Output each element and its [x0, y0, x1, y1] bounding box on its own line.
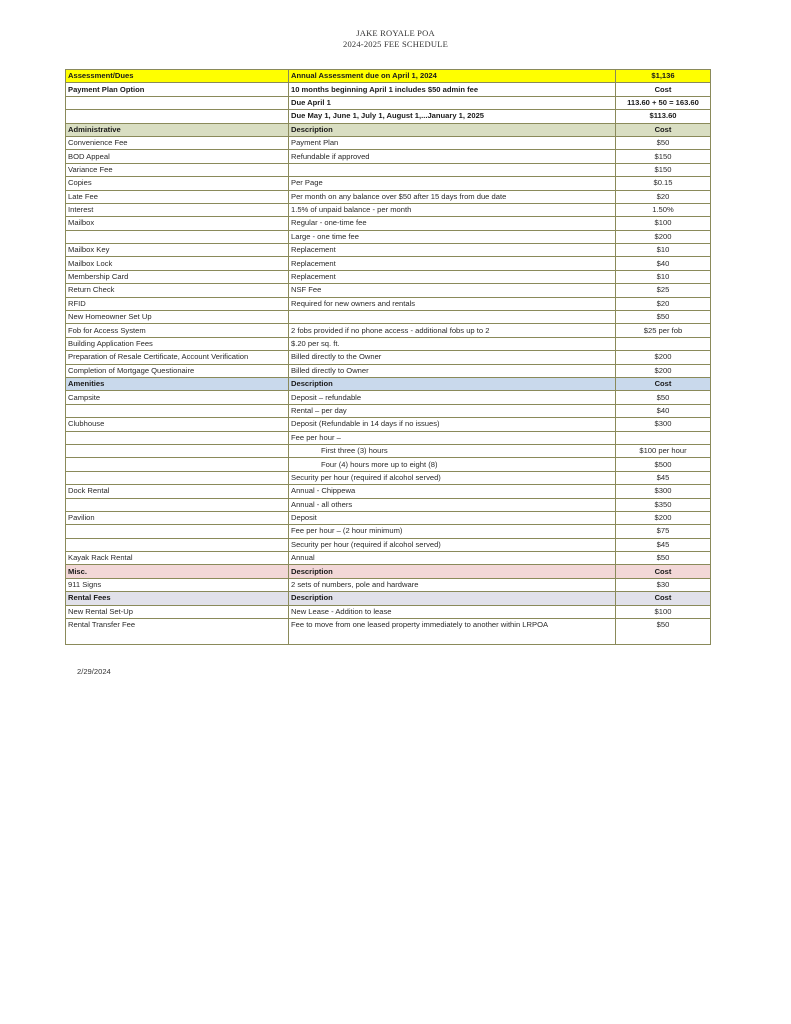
fee-schedule-body	[66, 70, 711, 645]
description-cell: Regular - one-time fee	[289, 217, 616, 230]
fee-row	[66, 391, 711, 404]
description-cell: 1.5% of unpaid balance - per month	[289, 203, 616, 216]
description-cell: Refundable if approved	[289, 150, 616, 163]
description-cell: 2 sets of numbers, pole and hardware	[289, 578, 616, 591]
item-cell: Misc.	[66, 565, 289, 578]
cost-cell: $50	[616, 136, 711, 149]
item-cell: Completion of Mortgage Questionaire	[66, 364, 289, 377]
fee-row	[66, 418, 711, 431]
document-date: 2/29/2024	[77, 667, 111, 676]
description-cell: Replacement	[289, 244, 616, 257]
item-cell: 911 Signs	[66, 578, 289, 591]
fee-row	[66, 471, 711, 484]
cost-cell	[616, 431, 711, 444]
description-cell: Annual - Chippewa	[289, 485, 616, 498]
cost-cell: $30	[616, 578, 711, 591]
fee-row	[66, 177, 711, 190]
fee-row	[66, 377, 711, 390]
fee-row	[66, 136, 711, 149]
description-cell: Due May 1, June 1, July 1, August 1,...January 1, 2025	[289, 110, 616, 123]
fee-row	[66, 230, 711, 243]
cost-cell: $50	[616, 391, 711, 404]
fee-row	[66, 485, 711, 498]
description-cell: Billed directly to Owner	[289, 364, 616, 377]
description-cell: Deposit (Refundable in 14 days if no issues)	[289, 418, 616, 431]
cost-cell: Cost	[616, 83, 711, 96]
fee-row	[66, 498, 711, 511]
fee-row	[66, 284, 711, 297]
cost-cell: $350	[616, 498, 711, 511]
cost-cell: $45	[616, 538, 711, 551]
fee-row	[66, 592, 711, 605]
cost-cell: $20	[616, 297, 711, 310]
cost-cell: $200	[616, 364, 711, 377]
fee-row	[66, 150, 711, 163]
fee-row	[66, 605, 711, 618]
schedule-title: 2024-2025 FEE SCHEDULE	[343, 38, 448, 49]
fee-row	[66, 431, 711, 444]
item-cell	[66, 110, 289, 123]
item-cell: Preparation of Resale Certificate, Account Verification	[66, 351, 289, 364]
fee-row	[66, 364, 711, 377]
cost-cell: $25 per fob	[616, 324, 711, 337]
item-cell	[66, 230, 289, 243]
item-cell: Variance Fee	[66, 163, 289, 176]
item-cell	[66, 498, 289, 511]
fee-row	[66, 619, 711, 645]
fee-row	[66, 578, 711, 591]
description-cell: Security per hour (required if alcohol served)	[289, 538, 616, 551]
cost-cell: $10	[616, 270, 711, 283]
cost-cell	[616, 337, 711, 350]
item-cell: Assessment/Dues	[66, 70, 289, 83]
fee-row	[66, 311, 711, 324]
item-cell	[66, 431, 289, 444]
item-cell: Campsite	[66, 391, 289, 404]
fee-row	[66, 337, 711, 350]
cost-cell: $100	[616, 217, 711, 230]
cost-cell: $1,136	[616, 70, 711, 83]
cost-cell: $40	[616, 404, 711, 417]
cost-cell: $200	[616, 351, 711, 364]
description-cell: Large - one time fee	[289, 230, 616, 243]
description-cell: Billed directly to the Owner	[289, 351, 616, 364]
fee-row	[66, 525, 711, 538]
fee-row	[66, 404, 711, 417]
item-cell: Kayak Rack Rental	[66, 552, 289, 565]
description-cell: 2 fobs provided if no phone access - additional fobs up to 2	[289, 324, 616, 337]
cost-cell: $25	[616, 284, 711, 297]
cost-cell: $300	[616, 418, 711, 431]
item-cell: Mailbox Key	[66, 244, 289, 257]
fee-row	[66, 190, 711, 203]
cost-cell: $150	[616, 150, 711, 163]
description-cell: Annual Assessment due on April 1, 2024	[289, 70, 616, 83]
fee-row	[66, 70, 711, 83]
item-cell: Mailbox Lock	[66, 257, 289, 270]
cost-cell: $40	[616, 257, 711, 270]
fee-row	[66, 297, 711, 310]
description-cell: $.20 per sq. ft.	[289, 337, 616, 350]
fee-row	[66, 538, 711, 551]
fee-row	[66, 96, 711, 109]
cost-cell: $50	[616, 311, 711, 324]
item-cell: Payment Plan Option	[66, 83, 289, 96]
description-cell: 10 months beginning April 1 includes $50 admin fee	[289, 83, 616, 96]
description-cell: Per Page	[289, 177, 616, 190]
description-cell: Deposit – refundable	[289, 391, 616, 404]
cost-cell: Cost	[616, 565, 711, 578]
fee-row	[66, 324, 711, 337]
cost-cell: Cost	[616, 377, 711, 390]
item-cell: Administrative	[66, 123, 289, 136]
item-cell: Membership Card	[66, 270, 289, 283]
description-cell: New Lease - Addition to lease	[289, 605, 616, 618]
description-cell: Rental – per day	[289, 404, 616, 417]
item-cell	[66, 96, 289, 109]
fee-row	[66, 217, 711, 230]
fee-row	[66, 351, 711, 364]
fee-row	[66, 123, 711, 136]
cost-cell: $45	[616, 471, 711, 484]
item-cell: Copies	[66, 177, 289, 190]
cost-cell: $113.60	[616, 110, 711, 123]
item-cell	[66, 525, 289, 538]
document-title	[0, 28, 791, 49]
description-cell: Deposit	[289, 511, 616, 524]
description-cell: Replacement	[289, 257, 616, 270]
cost-cell: $20	[616, 190, 711, 203]
description-cell	[289, 163, 616, 176]
fee-row	[66, 565, 711, 578]
item-cell: Interest	[66, 203, 289, 216]
association-name: JAKE ROYALE POA	[356, 28, 435, 38]
fee-row	[66, 444, 711, 457]
description-cell	[289, 311, 616, 324]
item-cell: Return Check	[66, 284, 289, 297]
description-cell: Fee per hour –	[289, 431, 616, 444]
description-cell: Description	[289, 377, 616, 390]
fee-row	[66, 458, 711, 471]
description-cell: Annual - all others	[289, 498, 616, 511]
fee-row	[66, 257, 711, 270]
description-cell: Description	[289, 123, 616, 136]
fee-row	[66, 511, 711, 524]
cost-cell: 113.60 + 50 = 163.60	[616, 96, 711, 109]
item-cell: RFID	[66, 297, 289, 310]
item-cell: Fob for Access System	[66, 324, 289, 337]
item-cell: Rental Fees	[66, 592, 289, 605]
fee-row	[66, 552, 711, 565]
fee-row	[66, 110, 711, 123]
fee-row	[66, 244, 711, 257]
cost-cell: $0.15	[616, 177, 711, 190]
item-cell: Clubhouse	[66, 418, 289, 431]
description-cell: NSF Fee	[289, 284, 616, 297]
item-cell: Dock Rental	[66, 485, 289, 498]
description-cell: Fee per hour – (2 hour minimum)	[289, 525, 616, 538]
item-cell: BOD Appeal	[66, 150, 289, 163]
cost-cell: $500	[616, 458, 711, 471]
cost-cell: $200	[616, 230, 711, 243]
description-cell: Replacement	[289, 270, 616, 283]
item-cell: Late Fee	[66, 190, 289, 203]
description-cell: Description	[289, 592, 616, 605]
description-cell: Four (4) hours more up to eight (8)	[289, 458, 616, 471]
cost-cell: $10	[616, 244, 711, 257]
cost-cell: $300	[616, 485, 711, 498]
description-cell: First three (3) hours	[289, 444, 616, 457]
description-cell: Annual	[289, 552, 616, 565]
cost-cell: $150	[616, 163, 711, 176]
item-cell: New Rental Set-Up	[66, 605, 289, 618]
cost-cell: $200	[616, 511, 711, 524]
description-cell: Due April 1	[289, 96, 616, 109]
item-cell: Rental Transfer Fee	[66, 619, 289, 645]
cost-cell: Cost	[616, 592, 711, 605]
item-cell	[66, 404, 289, 417]
cost-cell: $75	[616, 525, 711, 538]
cost-cell: $50	[616, 552, 711, 565]
item-cell: Pavilion	[66, 511, 289, 524]
description-cell: Required for new owners and rentals	[289, 297, 616, 310]
item-cell: Amenities	[66, 377, 289, 390]
description-cell: Payment Plan	[289, 136, 616, 149]
item-cell	[66, 444, 289, 457]
fee-row	[66, 163, 711, 176]
description-cell: Per month on any balance over $50 after 15 days from due date	[289, 190, 616, 203]
description-cell: Security per hour (required if alcohol served)	[289, 471, 616, 484]
description-cell: Fee to move from one leased property immediately to another within LRPOA	[289, 619, 616, 645]
fee-row	[66, 83, 711, 96]
item-cell: Building Application Fees	[66, 337, 289, 350]
item-cell	[66, 458, 289, 471]
cost-cell: $100	[616, 605, 711, 618]
item-cell	[66, 471, 289, 484]
fee-row	[66, 203, 711, 216]
item-cell: Mailbox	[66, 217, 289, 230]
item-cell: Convenience Fee	[66, 136, 289, 149]
cost-cell: $50	[616, 619, 711, 645]
cost-cell: 1.50%	[616, 203, 711, 216]
fee-row	[66, 270, 711, 283]
item-cell	[66, 538, 289, 551]
cost-cell: Cost	[616, 123, 711, 136]
description-cell: Description	[289, 565, 616, 578]
fee-schedule-table	[65, 69, 711, 645]
cost-cell: $100 per hour	[616, 444, 711, 457]
item-cell: New Homeowner Set Up	[66, 311, 289, 324]
